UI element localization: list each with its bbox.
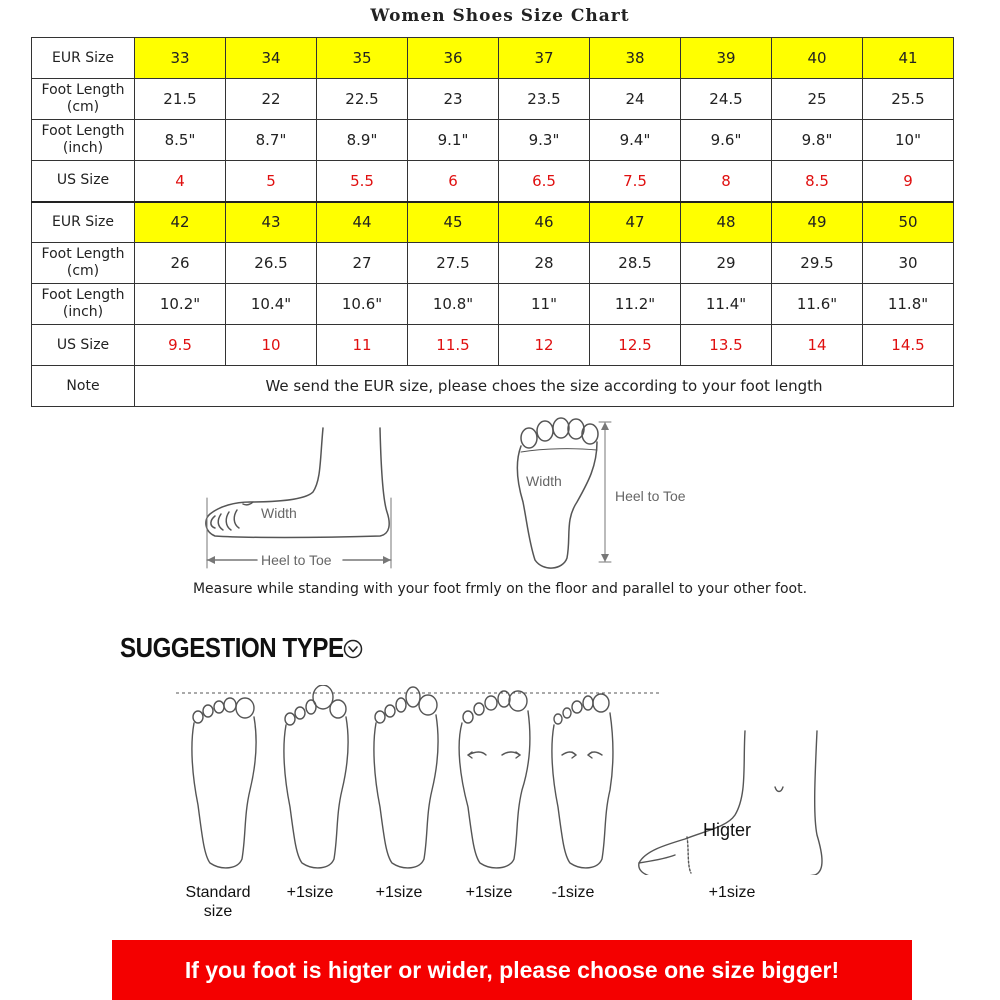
inch-cell: 9.6" [681, 120, 772, 161]
table-row-us-1 [32, 161, 954, 202]
eur-cell: 49 [772, 202, 863, 243]
long-toe-foot-icon [374, 687, 438, 868]
note-text: We send the EUR size, please choes the size according to your foot length [135, 366, 954, 407]
inch-cell: 9.4" [590, 120, 681, 161]
inch-cell: 10.2" [135, 284, 226, 325]
inch-cell: 8.9" [317, 120, 408, 161]
table-row-eur-1 [32, 38, 954, 79]
us-cell: 10 [226, 325, 317, 366]
row-header-inch [32, 120, 135, 161]
us-cell: 11 [317, 325, 408, 366]
cm-cell: 23.5 [499, 79, 590, 120]
row-header-cm [32, 243, 135, 284]
eur-cell: 45 [408, 202, 499, 243]
eur-cell: 48 [681, 202, 772, 243]
us-cell: 8.5 [772, 161, 863, 202]
inch-cell: 11.4" [681, 284, 772, 325]
inch-cell: 9.1" [408, 120, 499, 161]
eur-cell: 33 [135, 38, 226, 79]
eur-cell: 41 [863, 38, 954, 79]
us-cell: 5 [226, 161, 317, 202]
cm-cell: 24.5 [681, 79, 772, 120]
row-header-cm-line1: Foot Length [41, 246, 125, 262]
narrow-foot-icon [552, 694, 613, 868]
measure-instructions: Measure while standing with your foot frmly on the floor and parallel to your other foot. [192, 581, 808, 597]
cm-cell: 22 [226, 79, 317, 120]
us-cell: 6 [408, 161, 499, 202]
us-cell: 12 [499, 325, 590, 366]
foot-label-4: +1size [465, 884, 513, 901]
chevron-down-circle-icon [343, 639, 363, 659]
us-cell: 14 [772, 325, 863, 366]
table-row-note [32, 366, 954, 407]
inch-cell: 10.6" [317, 284, 408, 325]
eur-cell: 47 [590, 202, 681, 243]
table-row-cm-1 [32, 79, 954, 120]
row-header-note: Note [32, 366, 135, 407]
foot-label-6: +1size [708, 884, 756, 901]
row-header-inch-line1: Foot Length [41, 123, 125, 139]
eur-cell: 36 [408, 38, 499, 79]
row-header-cm-line2: (cm) [66, 99, 100, 115]
cm-cell: 26.5 [226, 243, 317, 284]
us-cell: 13.5 [681, 325, 772, 366]
foot-label-standard [168, 883, 268, 921]
row-header-cm-line1: Foot Length [41, 82, 125, 98]
row-header-us: US Size [32, 325, 135, 366]
foot-label-5: -1size [551, 884, 595, 901]
side-heel-label: Heel to Toe [261, 552, 332, 568]
chart-title: Women Shoes Size Chart [370, 6, 630, 26]
inch-cell: 8.7" [226, 120, 317, 161]
size-chart-table [31, 37, 954, 407]
foot-label-2: +1size [286, 884, 334, 901]
cm-cell: 29.5 [772, 243, 863, 284]
eur-cell: 44 [317, 202, 408, 243]
us-cell: 9 [863, 161, 954, 202]
higter-label: Higter [703, 820, 752, 840]
inch-cell: 10" [863, 120, 954, 161]
cm-cell: 24 [590, 79, 681, 120]
us-cell: 14.5 [863, 325, 954, 366]
size-advice-banner [112, 940, 912, 1000]
foot-label-standard-line1: Standard [185, 884, 251, 901]
inch-cell: 10.8" [408, 284, 499, 325]
row-header-eur: EUR Size [32, 38, 135, 79]
cm-cell: 25.5 [863, 79, 954, 120]
foot-label-standard-line2: size [203, 903, 233, 920]
cm-cell: 27 [317, 243, 408, 284]
row-header-inch-line1: Foot Length [41, 287, 125, 303]
row-header-us: US Size [32, 161, 135, 202]
cm-cell: 22.5 [317, 79, 408, 120]
us-cell: 8 [681, 161, 772, 202]
inch-cell: 9.8" [772, 120, 863, 161]
cm-cell: 27.5 [408, 243, 499, 284]
cm-cell: 26 [135, 243, 226, 284]
us-cell: 11.5 [408, 325, 499, 366]
row-header-cm [32, 79, 135, 120]
eur-cell: 46 [499, 202, 590, 243]
us-cell: 12.5 [590, 325, 681, 366]
inch-cell: 11.8" [863, 284, 954, 325]
table-row-inch-2 [32, 284, 954, 325]
eur-cell: 50 [863, 202, 954, 243]
eur-cell: 34 [226, 38, 317, 79]
inch-cell: 11.2" [590, 284, 681, 325]
us-cell: 6.5 [499, 161, 590, 202]
standard-foot-icon [192, 698, 256, 868]
inch-cell: 10.4" [226, 284, 317, 325]
sole-foot-diagram [505, 412, 715, 577]
eur-cell: 38 [590, 38, 681, 79]
cm-cell: 23 [408, 79, 499, 120]
table-row-cm-2 [32, 243, 954, 284]
inch-cell: 9.3" [499, 120, 590, 161]
row-header-cm-line2: (cm) [66, 263, 100, 279]
row-header-inch-line2: (inch) [62, 304, 104, 320]
cm-cell: 28.5 [590, 243, 681, 284]
table-row-us-2 [32, 325, 954, 366]
row-header-eur: EUR Size [32, 202, 135, 243]
bunion-foot-icon [284, 685, 348, 868]
eur-cell: 37 [499, 38, 590, 79]
foot-label-3: +1size [375, 884, 423, 901]
us-cell: 7.5 [590, 161, 681, 202]
cm-cell: 21.5 [135, 79, 226, 120]
table-row-eur-2 [32, 202, 954, 243]
table-row-inch-1 [32, 120, 954, 161]
eur-cell: 35 [317, 38, 408, 79]
side-width-label: Width [261, 505, 297, 521]
eur-cell: 39 [681, 38, 772, 79]
row-header-inch-line2: (inch) [62, 140, 104, 156]
eur-cell: 42 [135, 202, 226, 243]
cm-cell: 25 [772, 79, 863, 120]
us-cell: 9.5 [135, 325, 226, 366]
suggestion-feet-illustration [170, 685, 830, 875]
us-cell: 5.5 [317, 161, 408, 202]
eur-cell: 43 [226, 202, 317, 243]
cm-cell: 28 [499, 243, 590, 284]
cm-cell: 29 [681, 243, 772, 284]
wide-foot-icon [459, 691, 530, 868]
high-instep-foot-icon [639, 731, 822, 875]
sole-width-label: Width [526, 473, 562, 489]
row-header-inch [32, 284, 135, 325]
eur-cell: 40 [772, 38, 863, 79]
banner-text: If you foot is higter or wider, please choose one size bigger! [184, 956, 840, 983]
inch-cell: 11.6" [772, 284, 863, 325]
cm-cell: 30 [863, 243, 954, 284]
inch-cell: 11" [499, 284, 590, 325]
suggestion-title: SUGGESTION TYPE [120, 632, 344, 663]
inch-cell: 8.5" [135, 120, 226, 161]
sole-heel-label: Heel to Toe [615, 488, 686, 504]
us-cell: 4 [135, 161, 226, 202]
side-foot-diagram [195, 420, 405, 580]
